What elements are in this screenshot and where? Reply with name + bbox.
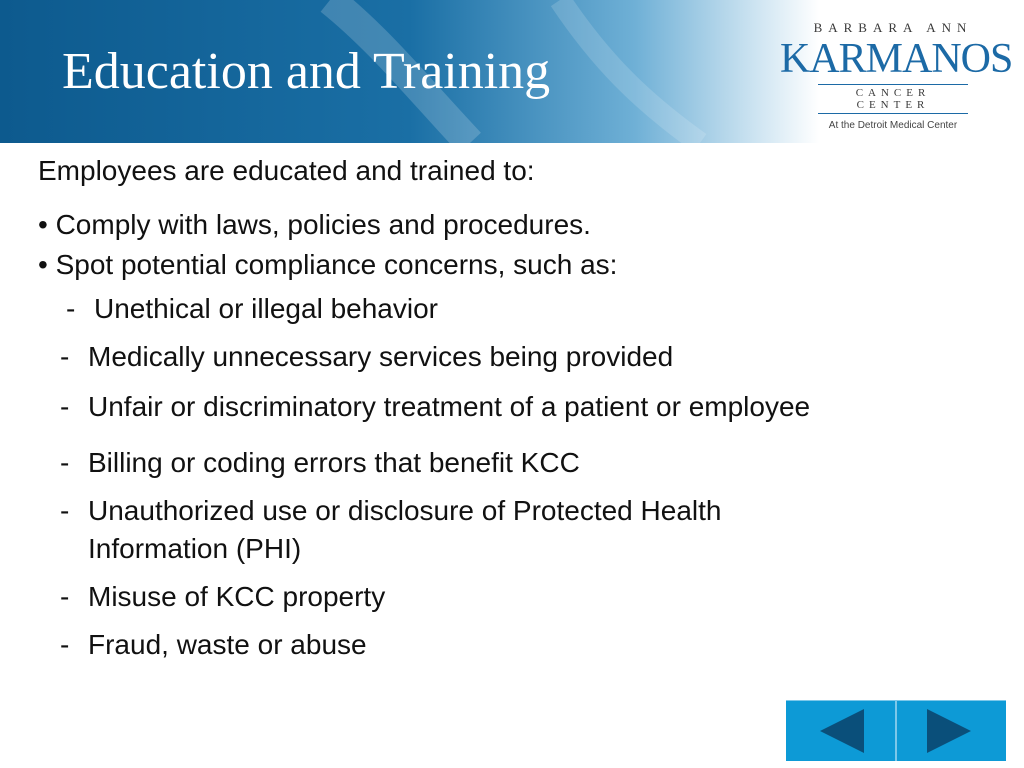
dash-marker: - (60, 495, 70, 526)
sub-item-text: Unethical or illegal behavior (94, 293, 438, 324)
logo-main-text: KARMANOS (780, 36, 1013, 82)
logo-note-text: At the Detroit Medical Center (828, 120, 958, 131)
dash-marker: - (60, 581, 70, 612)
list-item (60, 444, 848, 482)
list-item (60, 388, 848, 426)
bullet-list (38, 205, 617, 285)
logo-top-text: BARBARA ANN (813, 20, 973, 35)
triangle-right-icon (897, 701, 1006, 761)
dash-marker: - (60, 341, 70, 372)
dash-marker: - (60, 629, 70, 660)
sub-item-list (60, 290, 848, 664)
sub-item-text: Billing or coding errors that benefit KCC (88, 447, 580, 478)
karmanos-logo (780, 18, 1013, 131)
list-item (60, 492, 848, 568)
slide-navigation (786, 700, 1006, 761)
sub-item-text: Unfair or discriminatory treatment of a patient or employee (88, 391, 811, 422)
sub-item-text: Unauthorized use or disclosure of Protected Health Information (PHI) (88, 495, 722, 564)
bullet-item: • Comply with laws, policies and procedures. (38, 209, 591, 240)
next-slide-button[interactable] (897, 701, 1006, 761)
dash-marker: - (66, 293, 76, 324)
sub-item-text: Fraud, waste or abuse (88, 629, 367, 660)
triangle-left-icon (786, 701, 895, 761)
list-item (60, 578, 848, 616)
slide-title: Education and Training (62, 43, 551, 100)
dash-marker: - (60, 391, 70, 422)
dash-marker: - (60, 447, 70, 478)
previous-slide-button[interactable] (786, 701, 895, 761)
list-item (66, 290, 854, 328)
list-item (60, 626, 848, 664)
sub-item-text: Medically unnecessary services being provided (88, 341, 674, 372)
bullet-item: • Spot potential compliance concerns, such as: (38, 249, 618, 280)
logo-sub-text: CANCER CENTER (818, 84, 968, 114)
intro-text: Employees are educated and trained to: (38, 155, 535, 186)
sub-item-text: Misuse of KCC property (88, 581, 386, 612)
list-item (60, 338, 848, 376)
